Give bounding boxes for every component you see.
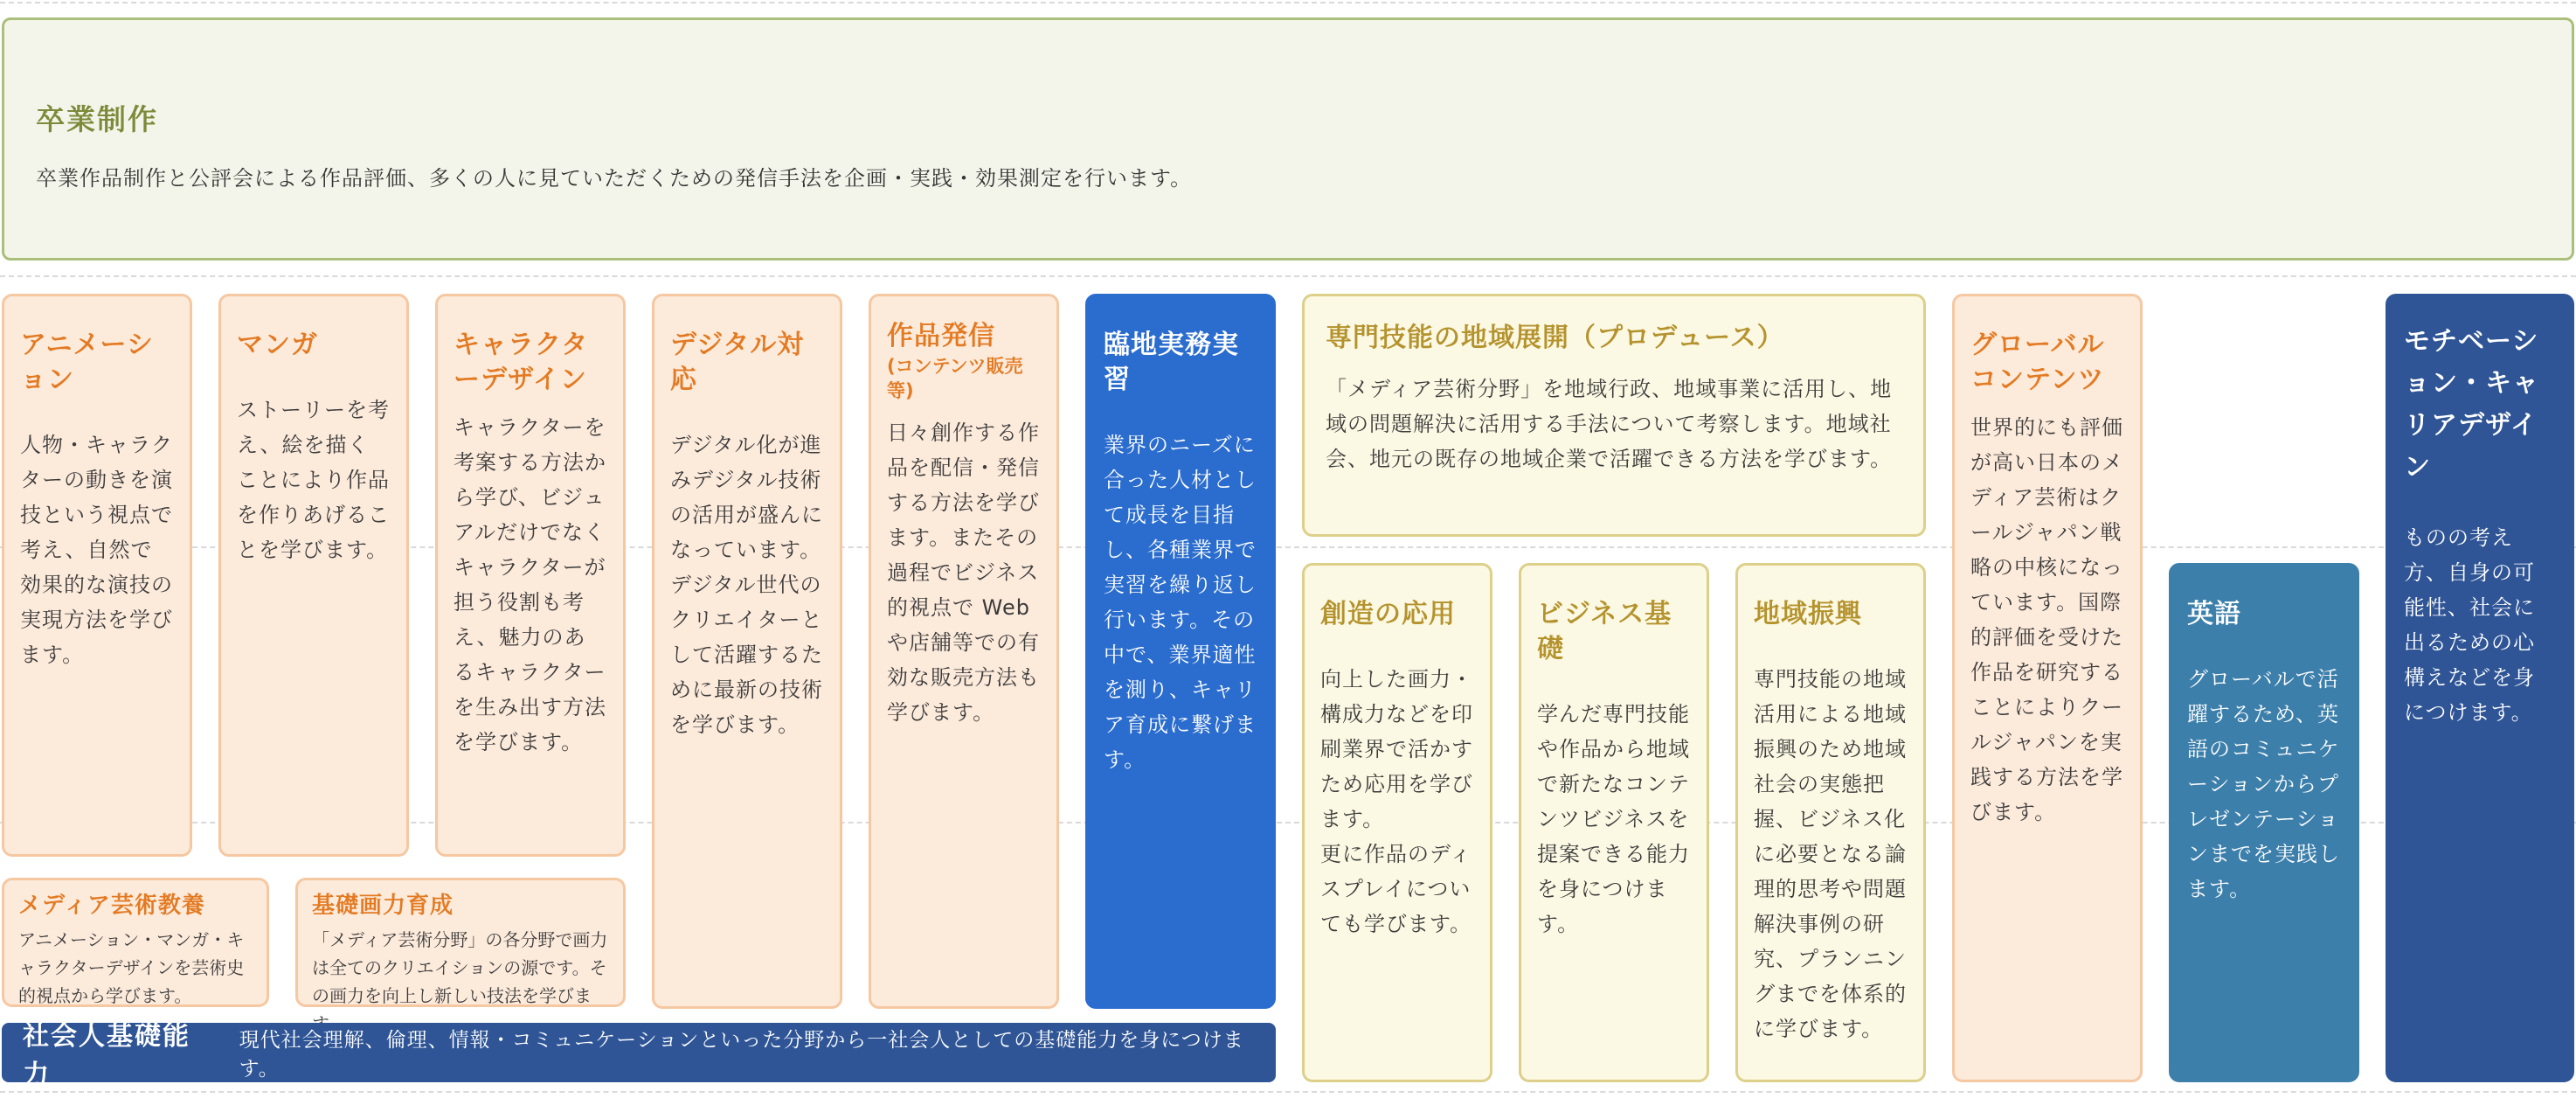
course-description: 専門技能の地域活用による地域振興のため地域社会の実態把握、ビジネス化に必要となる論理的思考や問題解決事例の研究、プランニングまでを体系的に学びます。 [1754,667,1907,1041]
course-title: 創造の応用 [1320,599,1456,629]
course-title: ビジネス基礎 [1537,599,1672,664]
course-card-creative-application[interactable] [1302,563,1492,1082]
course-title: 英語 [2187,599,2241,629]
course-card-character-design[interactable] [435,294,626,857]
course-description: ストーリーを考え、絵を描くことにより作品を作りあげることを学びます。 [237,398,390,562]
course-description: キャラクターを考案する方法から学び、ビジュアルだけでなくキャラクターが担う役割も考え、魅力のあるキャラクターを生み出す方法を学びます。 [454,415,606,754]
course-description: 世界的にも評価が高い日本のメディア芸術はクールジャパン戦略の中核になっています。国際的評価を受けた作品を研究することによりクールジャパンを実践する方法を学びます。 [1970,415,2123,824]
course-card-media-arts[interactable] [2,878,269,1007]
graduation-description: 卒業作品制作と公評会による作品評価、多くの人に見ていただくための発信手法を企画・実践・効果測定を行います。 [36,166,1193,191]
course-description: 「メディア芸術分野」を地域行政、地域事業に活用し、地域の問題解決に活用する手法について考察します。地域社会、地元の既存の地域企業で活躍できる方法を学びます。 [1326,377,1893,471]
course-description: 業界のニーズに合った人材として成長を目指し、各種業界で実習を繰り返し行います。その中で、業界適性を測り、キャリア育成に繋げます。 [1104,433,1257,772]
course-card-regional-promotion[interactable] [1735,563,1926,1082]
graduation-banner[interactable] [2,17,2574,261]
course-card-regional-produce[interactable] [1302,294,1926,537]
course-description: デジタル化が進みデジタル技術の活用が盛んになっています。デジタル世代のクリエイターとして活躍するために最新の技術を学びます。 [670,433,823,737]
course-title: アニメーション [20,330,154,395]
course-description: 人物・キャラクターの動きを演技という視点で考え、自然で効果的な演技の実現方法を学びます。 [20,433,173,667]
course-title: 地域振興 [1754,599,1862,629]
course-title: キャラクターデザイン [454,330,589,395]
course-title: 基礎画力育成 [312,893,454,919]
course-card-manga[interactable] [218,294,409,857]
course-title: 専門技能の地域展開（プロデュース） [1326,323,1784,353]
course-title: 臨地実務実習 [1104,330,1239,395]
course-title: メディア芸術教養 [18,893,205,919]
course-description: ものの考え方、自身の可能性、社会に出るための心構えなどを身につけます。 [2404,525,2535,725]
course-subtitle: (コンテンツ販売等) [887,356,1023,401]
course-card-global-contents[interactable] [1952,294,2143,1082]
course-card-digital[interactable] [652,294,842,1009]
social-basics-bar[interactable] [2,1021,1276,1090]
course-card-work-dispatch[interactable] [869,294,1059,1009]
course-description: 向上した画力・構成力などを印刷業界で活かすため応用を学びます。 更に作品のディスプレイについても学びます。 [1320,667,1473,936]
course-title: マンガ [237,330,318,360]
social-basics-description: 現代社会理解、倫理、情報・コミュニケーションといった分野から一社会人としての基礎能力を身につけます。 [239,1029,1244,1081]
course-card-motivation[interactable] [2386,294,2574,1082]
course-description: 学んだ専門技能や作品から地域で新たなコンテンツビジネスを提案できる能力を身につけます。 [1537,702,1690,936]
divider [0,275,2576,277]
course-description: アニメーション・マンガ・キャラクターデザインを芸術史的視点から学びます。 [18,929,245,1006]
course-description: グローバルで活躍するため、英語のコミュニケーションからプレゼンテーションまでを実践します。 [2187,667,2340,901]
divider [0,1091,2576,1093]
course-card-business-basics[interactable] [1519,563,1709,1082]
course-description: 「メディア芸術分野」の各分野で画力は全てのクリエイションの源です。その画力を向上し新しい技法を学びま [312,929,608,1006]
course-title: モチベーション・キャリアデザイン [2404,326,2539,483]
course-card-animation[interactable] [2,294,192,857]
divider [0,2,2576,3]
graduation-title: 卒業制作 [36,102,158,136]
course-title: グローバルコンテンツ [1970,330,2105,395]
course-card-english[interactable] [2169,563,2359,1082]
course-title: 作品発信 [887,321,995,351]
course-description: 日々創作する作品を配信・発信する方法を学びます。またその過程でビジネス的視点で Web や店舗等での有効な販売方法も学びます。 [887,420,1040,725]
course-card-practical-training[interactable] [1085,294,1276,1009]
course-title: デジタル対応 [670,330,805,395]
social-basics-title: 社会人基礎能力 [23,1021,190,1090]
course-card-basic-drawing[interactable] [295,878,626,1007]
